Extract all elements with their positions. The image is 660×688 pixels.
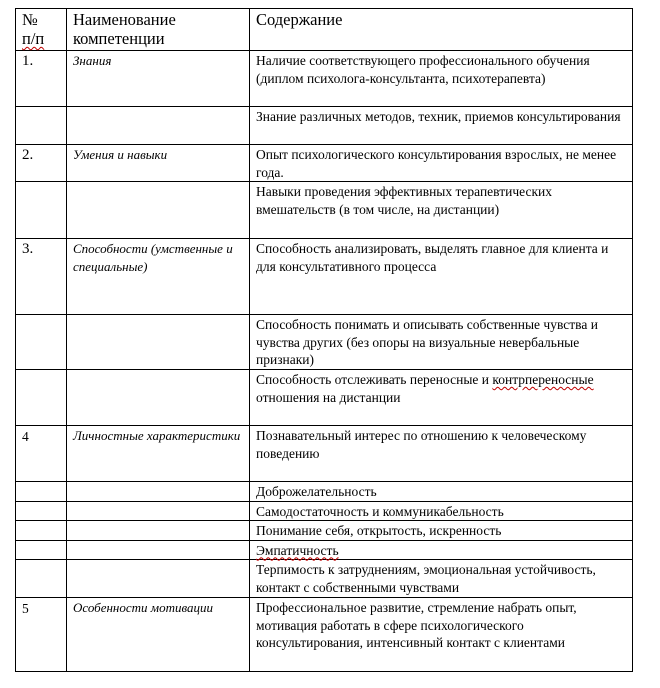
content-cell <box>250 370 633 426</box>
competencies-table <box>15 8 633 672</box>
category-cell <box>67 370 250 426</box>
table-row <box>16 501 633 521</box>
header-name: Наименование компетенции <box>67 9 250 51</box>
category-cell <box>67 107 250 145</box>
header-num-line1: № <box>22 10 38 29</box>
header-content: Содержание <box>250 9 633 51</box>
content-cell: Знание различных методов, техник, приемов консультирования <box>250 107 633 145</box>
table-row <box>16 107 633 145</box>
row-number: 1. <box>16 51 67 107</box>
row-number <box>16 560 67 598</box>
category-cell: Способности (умственные и специальные) <box>67 239 250 315</box>
category-cell <box>67 521 250 541</box>
content-cell: Опыт психологического консультирования взрослых, не менее года. <box>250 145 633 182</box>
content-cell: Способность понимать и описывать собственные чувства и чувства других (без опоры на визуальные невербальные признаки) <box>250 315 633 370</box>
content-cell: Профессиональное развитие, стремление набрать опыт, мотивация работать в сфере психологического консультирования, интенсивный контакт с клиентами <box>250 598 633 672</box>
table-row <box>16 51 633 107</box>
table-row <box>16 370 633 426</box>
header-num <box>16 9 67 51</box>
table-row <box>16 145 633 182</box>
content-text-spellcheck: контрпереносные <box>492 372 594 387</box>
table-row <box>16 540 633 560</box>
row-number <box>16 315 67 370</box>
category-cell: Особенности мотивации <box>67 598 250 672</box>
row-number <box>16 521 67 541</box>
header-num-line2: п/п <box>22 29 45 48</box>
row-number <box>16 501 67 521</box>
category-cell <box>67 501 250 521</box>
content-cell: Наличие соответствующего профессионального обучения (диплом психолога-консультанта, психотерапевта) <box>250 51 633 107</box>
content-cell: Познавательный интерес по отношению к человеческому поведению <box>250 426 633 482</box>
content-cell: Способность анализировать, выделять главное для клиента и для консультативного процесса <box>250 239 633 315</box>
row-number: 4 <box>16 426 67 482</box>
category-cell: Личностные характеристики <box>67 426 250 482</box>
category-cell <box>67 482 250 502</box>
content-text: Способность отслеживать переносные и <box>256 372 493 387</box>
row-number <box>16 540 67 560</box>
content-cell: Самодостаточность и коммуникабельность <box>250 501 633 521</box>
content-cell: Терпимость к затруднениям, эмоциональная устойчивость, контакт с собственными чувствами <box>250 560 633 598</box>
category-cell: Знания <box>67 51 250 107</box>
category-cell: Умения и навыки <box>67 145 250 182</box>
category-cell <box>67 540 250 560</box>
category-cell <box>67 560 250 598</box>
table-row <box>16 426 633 482</box>
category-cell <box>67 315 250 370</box>
row-number: 2. <box>16 145 67 182</box>
table-row <box>16 315 633 370</box>
content-text: отношения на дистанции <box>256 389 401 405</box>
table-row <box>16 482 633 502</box>
table-row <box>16 239 633 315</box>
row-number: 3. <box>16 239 67 315</box>
table-row <box>16 521 633 541</box>
content-cell: Навыки проведения эффективных терапевтических вмешательств (в том числе, на дистанции) <box>250 182 633 239</box>
table-header-row <box>16 9 633 51</box>
row-number: 5 <box>16 598 67 672</box>
row-number <box>16 107 67 145</box>
table-row <box>16 598 633 672</box>
row-number <box>16 482 67 502</box>
category-cell <box>67 182 250 239</box>
table-row <box>16 560 633 598</box>
row-number <box>16 370 67 426</box>
table-row <box>16 182 633 239</box>
content-text-spellcheck: Эмпатичность <box>256 542 339 558</box>
content-cell: Понимание себя, открытость, искренность <box>250 521 633 541</box>
content-cell <box>250 540 633 560</box>
row-number <box>16 182 67 239</box>
content-cell: Доброжелательность <box>250 482 633 502</box>
